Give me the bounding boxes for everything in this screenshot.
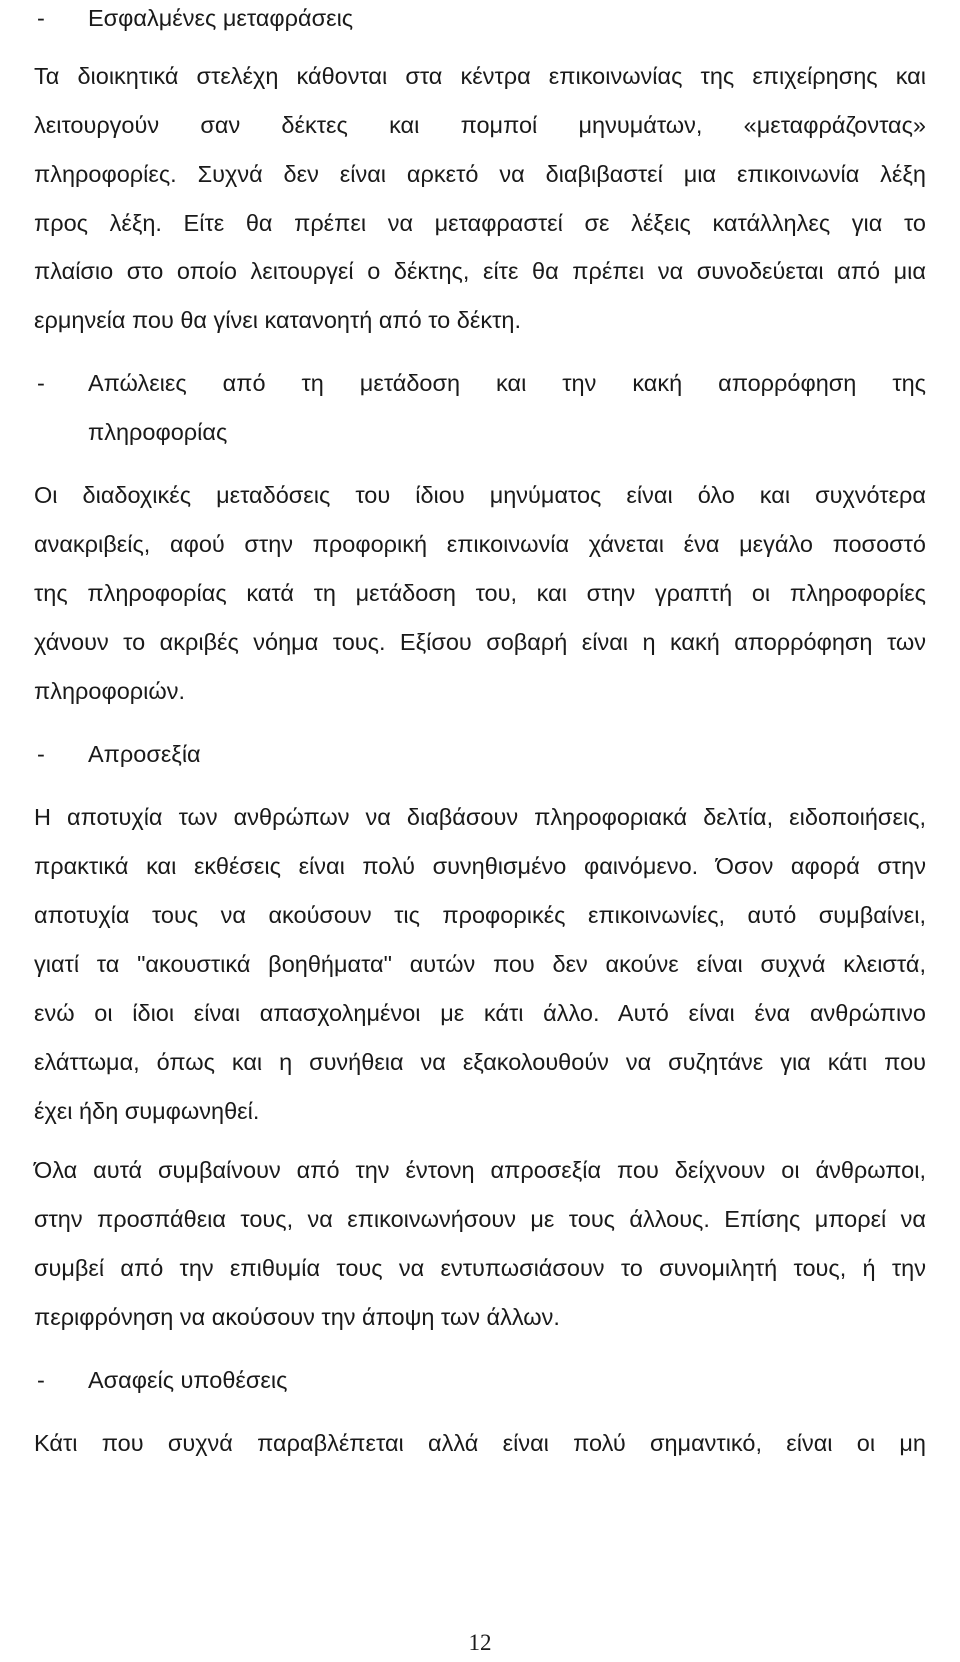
section-heading-text: Απροσεξία [88, 741, 201, 767]
text-line: αποτυχία τους να ακούσουν τις προφορικές επικοινωνίες, αυτό συμβαίνει, [34, 902, 926, 928]
text-line: συμβεί από την επιθυμία τους να εντυπωσιάσουν το συνομιλητή τους, ή την [34, 1255, 926, 1281]
bullet-dash: - [37, 370, 45, 396]
section-heading-text: Εσφαλμένες μεταφράσεις [88, 5, 354, 31]
section-heading-text: Απώλειες από τη μετάδοση και την κακή απορρόφηση της [88, 370, 926, 396]
text-line: ελάττωμα, όπως και η συνήθεια να εξακολουθούν να συζητάνε για κάτι που [34, 1049, 926, 1075]
section-heading-text: πληροφορίας [88, 419, 228, 445]
text-line: έχει ήδη συμφωνηθεί. [34, 1098, 260, 1124]
text-line: ερμηνεία που θα γίνει κατανοητή από το δέκτη. [34, 307, 521, 333]
text-line: ενώ οι ίδιοι είναι απασχολημένοι με κάτι άλλο. Αυτό είναι ένα ανθρώπινο [34, 1000, 926, 1026]
text-line: της πληροφορίας κατά τη μετάδοση του, και στην γραπτή οι πληροφορίες [34, 580, 926, 606]
text-line: προς λέξη. Είτε θα πρέπει να μεταφραστεί σε λέξεις κατάλληλες για το [34, 210, 926, 236]
text-line: Κάτι που συχνά παραβλέπεται αλλά είναι πολύ σημαντικό, είναι οι μη [34, 1430, 926, 1456]
text-line: γιατί τα "ακουστικά βοηθήματα" αυτών που δεν ακούνε είναι συχνά κλειστά, [34, 951, 926, 977]
text-line: χάνουν το ακριβές νόημα τους. Εξίσου σοβαρή είναι η κακή απορρόφηση των [34, 629, 926, 655]
text-line: πλαίσιο στο οποίο λειτουργεί ο δέκτης, είτε θα πρέπει να συνοδεύεται από μια [34, 258, 926, 284]
bullet-dash: - [37, 1367, 45, 1393]
section-heading-text: Ασαφείς υποθέσεις [88, 1367, 288, 1393]
section-heading-vague-assumptions [34, 1362, 926, 1398]
text-line: πληροφοριών. [34, 678, 185, 704]
text-line: Τα διοικητικά στελέχη κάθονται στα κέντρα επικοινωνίας της επιχείρησης και [34, 63, 926, 89]
text-line: ανακριβείς, αφού στην προφορική επικοινωνία χάνεται ένα μεγάλο ποσοστό [34, 531, 926, 557]
text-line: πληροφορίες. Συχνά δεν είναι αρκετό να διαβιβαστεί μια επικοινωνία λέξη [34, 161, 926, 187]
text-line: Οι διαδοχικές μεταδόσεις του ίδιου μηνύματος είναι όλο και συχνότερα [34, 482, 926, 508]
text-line: Η αποτυχία των ανθρώπων να διαβάσουν πληροφοριακά δελτία, ειδοποιήσεις, [34, 804, 926, 830]
text-line: περιφρόνηση να ακούσουν την άποψη των άλλων. [34, 1304, 560, 1330]
section-heading-mistranslations [34, 0, 926, 36]
bullet-dash: - [37, 5, 45, 31]
bullet-dash: - [37, 741, 45, 767]
page-number: 12 [468, 1630, 492, 1655]
text-line: στην προσπάθεια τους, να επικοινωνήσουν με τους άλλους. Επίσης μπορεί να [34, 1206, 926, 1232]
section-heading-transmission-losses [34, 365, 926, 401]
text-line: Όλα αυτά συμβαίνουν από την έντονη απροσεξία που δείχνουν οι άνθρωποι, [34, 1157, 926, 1183]
text-line: πρακτικά και εκθέσεις είναι πολύ συνηθισμένο φαινόμενο. Όσον αφορά στην [34, 853, 926, 879]
text-line: λειτουργούν σαν δέκτες και πομποί μηνυμάτων, «μεταφράζοντας» [34, 112, 926, 138]
section-heading-inattention [34, 736, 926, 772]
section-heading-continuation [34, 414, 926, 450]
